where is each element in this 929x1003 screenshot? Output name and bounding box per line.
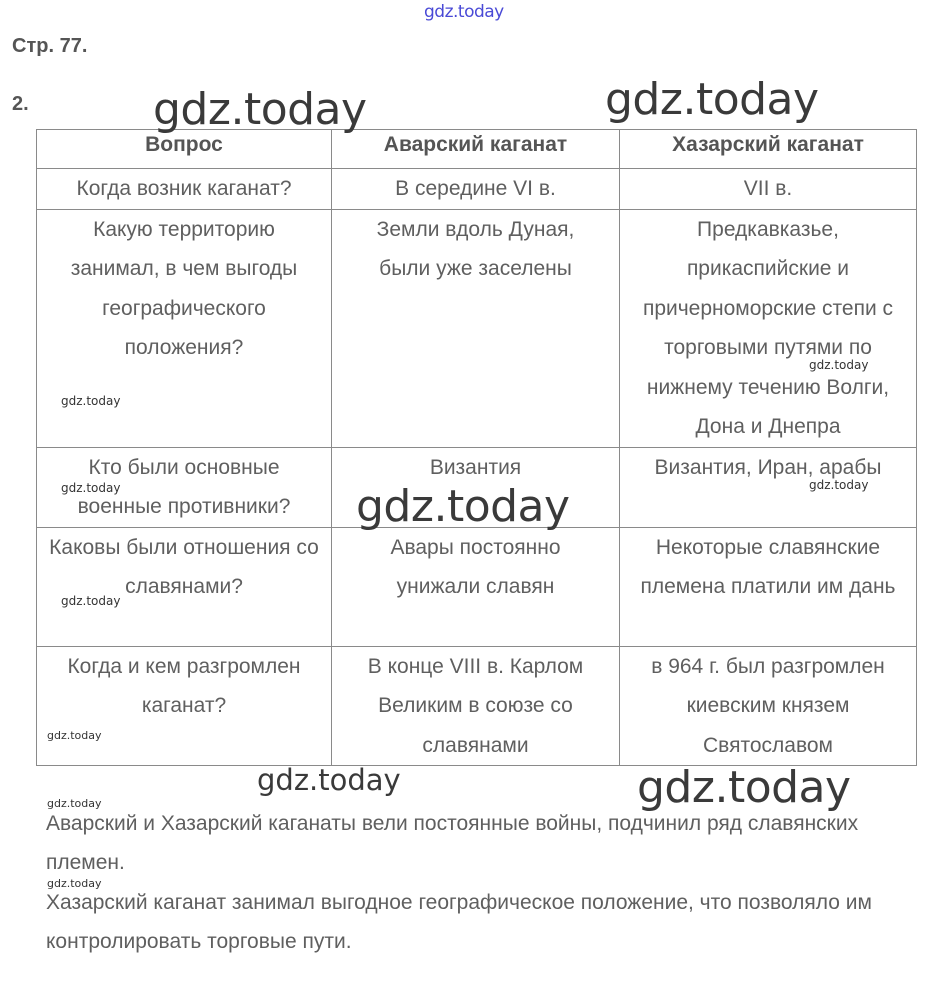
conclusion-paragraph: Хазарский каганат занимал выгодное географическое положение, что позволяло им контролировать торговые пути. [46,891,872,953]
question-cell: Каковы были отношения со славянами? [37,527,332,646]
khazar-cell: Предкавказье, прикаспийские и причерноморские степи с торговыми путями по нижнему течению Волги, Дона и Днепра [620,209,917,447]
conclusion-paragraph: Аварский и Хазарский каганаты вели постоянные войны, подчинил ряд славянских племен. [46,812,859,874]
watermark: gdz.today [61,394,121,408]
watermark: gdz.today [637,762,851,813]
table-row [37,527,917,646]
avar-cell: Авары постоянно унижали славян [332,527,620,646]
watermark: gdz.today [153,84,367,135]
table-row [37,209,917,447]
avar-cell: Византия [332,447,620,527]
khazar-cell: в 964 г. был разгромлен киевским князем Святославом [620,646,917,766]
watermark: gdz.today [47,877,102,890]
question-cell: Когда и кем разгромлен каганат? [37,646,332,766]
watermark: gdz.today [61,481,121,495]
watermark: gdz.today [809,358,869,372]
watermark: gdz.today [605,74,819,125]
table-row [37,169,917,210]
khazar-cell: Византия, Иран, арабы [620,447,917,527]
avar-cell: Земли вдоль Дуная, были уже заселены [332,209,620,447]
question-cell: Кто были основные военные противники? [37,447,332,527]
question-cell: Какую территорию занимал, в чем выгоды географического положения? [37,209,332,447]
watermark: gdz.today [257,763,401,797]
watermark: gdz.today [809,478,869,492]
watermark-top: gdz.today [424,2,504,22]
table-header-row [37,130,917,169]
watermark: gdz.today [47,729,102,742]
watermark: gdz.today [61,594,121,608]
kaganates-table [36,129,917,766]
question-cell: Когда возник каганат? [37,169,332,210]
avar-cell: В конце VIII в. Карлом Великим в союзе со славянами [332,646,620,766]
task-number: 2. [12,93,29,115]
avar-cell: В середине VI в. [332,169,620,210]
khazar-cell: VII в. [620,169,917,210]
header-question: Вопрос [37,130,332,169]
watermark: gdz.today [356,481,570,532]
khazar-cell: Некоторые славянские племена платили им дань [620,527,917,646]
watermark: gdz.today [47,797,102,810]
table-row [37,646,917,766]
header-avar: Аварский каганат [332,130,620,169]
header-khazar: Хазарский каганат [620,130,917,169]
page-reference: Стр. 77. [12,35,88,57]
